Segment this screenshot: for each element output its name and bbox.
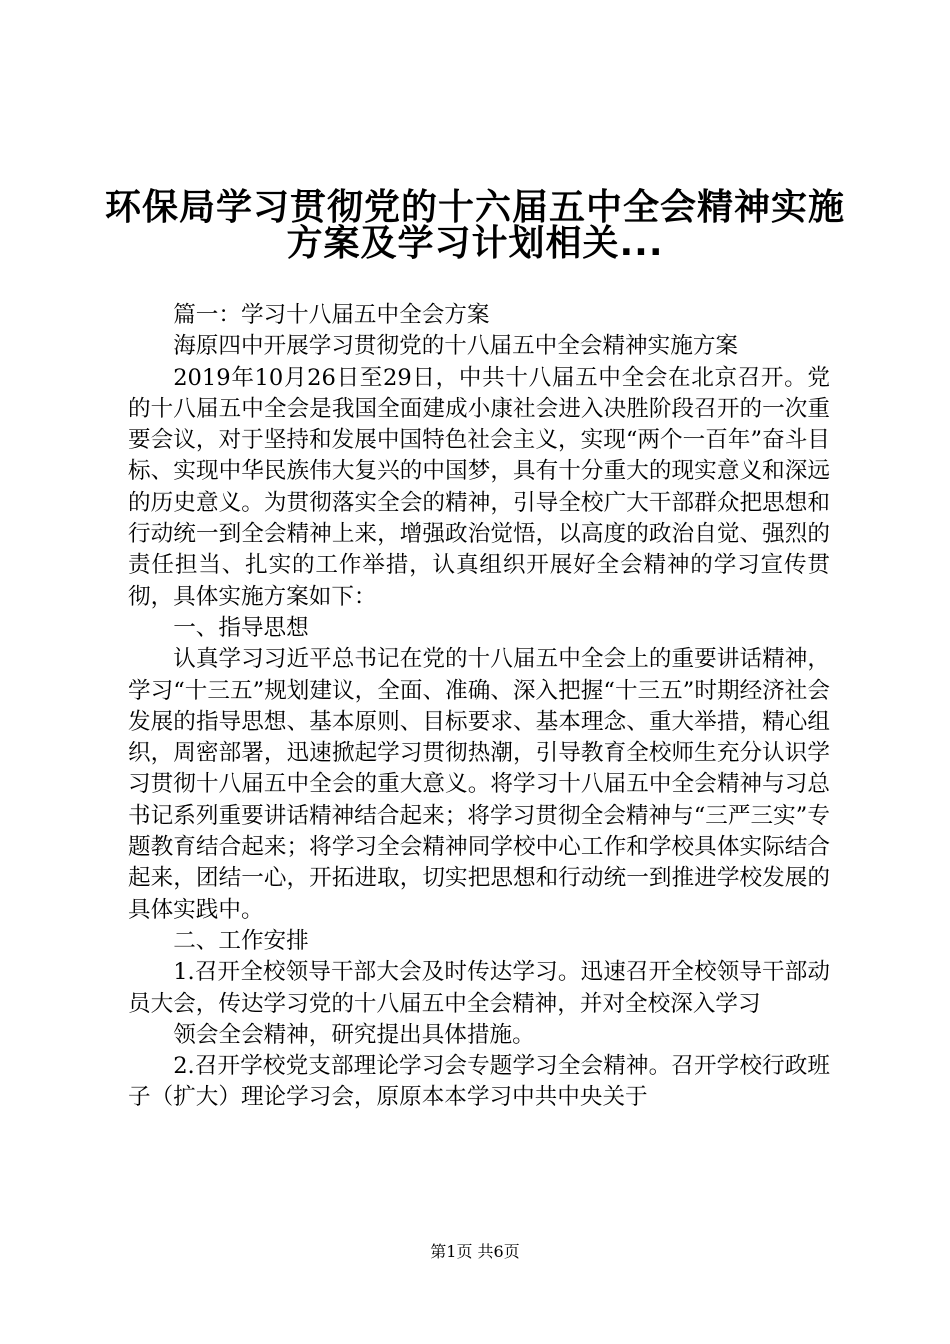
paragraph-item-1-continued: 领会全会精神，研究提出具体措施。 <box>173 1021 535 1048</box>
paragraph-item-2: 2.召开学校党支部理论学习会专题学习全会精神。召开学校行政班子（扩大）理论学习会，原原本本学习中共中央关于 <box>128 1053 830 1111</box>
paragraph-intro: 2019年10月26日至29日，中共十八届五中全会在北京召开。党的十八届五中全会是我国全面建成小康社会进入决胜阶段召开的一次重要会议，对于坚持和发展中国特色社会主义，实现“两个一百年”奋斗目标、实现中华民族伟大复兴的中国梦，具有十分重大的现实意义和深远的历史意义。为贯彻落实全会的精神，引导全校广大干部群众把思想和行动统一到全会精神上来，增强政治觉悟，以高度的政治自觉、强烈的责任担当、扎实的工作举措，认真组织开展好全会精神的学习宣传贯彻，具体实施方案如下： <box>128 364 830 610</box>
paragraph-item-1: 1.召开全校领导干部大会及时传达学习。迅速召开全校领导干部动员大会，传达学习党的十八届五中全会精神，并对全校深入学习 <box>128 959 830 1017</box>
document-body <box>128 300 830 1114</box>
paragraph-heading-work-arrangement: 二、工作安排 <box>173 927 309 954</box>
page-footer: 第1页 共6页 <box>430 1242 520 1261</box>
paragraph-guiding-ideology: 认真学习习近平总书记在党的十八届五中全会上的重要讲话精神，学习“十三五”规划建议，全面、准确、深入把握“十三五”时期经济社会发展的指导思想、基本原则、目标要求、基本理念、重大举措，精心组织，周密部署，迅速掀起学习贯彻热潮，引导教育全校师生充分认识学习贯彻十八届五中全会的重大意义。将学习十八届五中全会精神与习总书记系列重要讲话精神结合起来；将学习贯彻全会精神与“三严三实”专题教育结合起来；将学习全会精神同学校中心工作和学校具体实际结合起来，团结一心，开拓进取，切实把思想和行动统一到推进学校发展的具体实践中。 <box>128 646 830 923</box>
paragraph-section-heading: 篇一：学习十八届五中全会方案 <box>173 302 490 328</box>
document-title-line-2: 方案及学习计划相关... <box>286 223 664 264</box>
paragraph-heading-guiding-ideology: 一、指导思想 <box>173 614 309 641</box>
paragraph-plan-title: 海原四中开展学习贯彻党的十八届五中全会精神实施方案 <box>173 333 739 360</box>
document-title-line-1: 环保局学习贯彻党的十六届五中全会精神实施 <box>104 187 845 228</box>
